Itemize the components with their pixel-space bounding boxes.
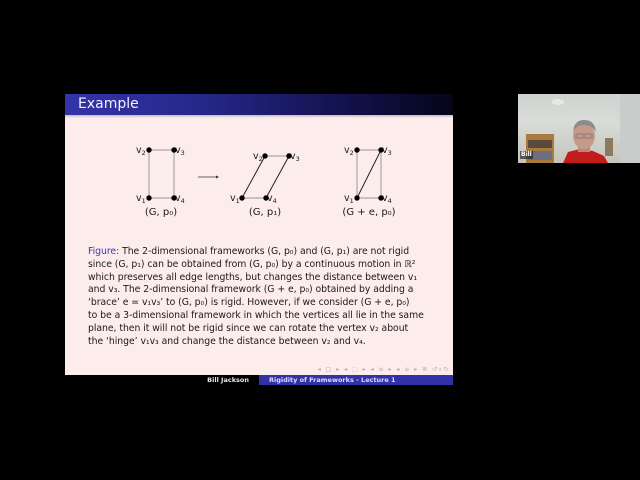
svg-text:v2: $v_2$ bbox=[344, 145, 354, 157]
caption-line: ‘brace’ e = v₁v₃’ to (G, p₀) is rigid. However, if we consider (G + e, p₀) bbox=[88, 297, 410, 309]
participant-name-label: Bill bbox=[521, 151, 532, 158]
footer-author-box bbox=[65, 375, 259, 385]
slide-title: Example bbox=[78, 96, 139, 112]
footer-author: Bill Jackson bbox=[207, 376, 249, 384]
caption-line: to be a 3-dimensional framework in which the vertices all lie in the same bbox=[88, 309, 424, 321]
caption-line: the ‘hinge’ v₁v₃ and change the distance between v₂ and v₄. bbox=[88, 335, 366, 347]
figure-label: Figure: bbox=[88, 246, 120, 257]
svg-text:v4: $v_4$ bbox=[267, 193, 277, 205]
svg-text:v3: $v_3$ bbox=[175, 145, 185, 157]
svg-text:v2: $v_2$ bbox=[253, 151, 263, 163]
footer-talk-title: Rigidity of Frameworks - Lecture 1 bbox=[269, 376, 396, 384]
svg-text:v1: $v_1$ bbox=[136, 193, 146, 205]
arrow-icon bbox=[198, 176, 219, 179]
svg-text:v3: $v_3$ bbox=[290, 151, 300, 163]
svg-text:v1: $v_1$ bbox=[344, 193, 354, 205]
svg-text:v4: $v_4$ bbox=[382, 193, 392, 205]
caption-line: which preserves all edge lengths, but changes the distance between v₁ bbox=[88, 271, 417, 283]
figure-caption bbox=[88, 246, 432, 348]
beamer-navigation-icons[interactable]: ◂ □ ▸ ◂ ⬚ ▸ ◂ ≡ ▸ ◂ ≡ ▸ ≣ ↺⌕↻ bbox=[317, 366, 450, 373]
svg-text:(G + e, p₀): (G + e, p₀) bbox=[342, 207, 396, 218]
framework-diagrams bbox=[65, 94, 453, 244]
svg-text:(G, p₀): (G, p₀) bbox=[144, 207, 178, 218]
svg-text:v4: $v_4$ bbox=[175, 193, 185, 205]
caption-line: Figure: The 2-dimensional frameworks (G, p₀) and (G, p₁) are not rigid bbox=[88, 246, 410, 257]
caption-line: since (G, p₁) can be obtained from (G, p₀) by a continuous motion in ℝ² bbox=[88, 258, 416, 270]
svg-text:v1: $v_1$ bbox=[230, 193, 240, 205]
svg-text:(G, p₁): (G, p₁) bbox=[248, 207, 282, 218]
figure-g-p1 bbox=[230, 151, 300, 218]
webcam-video-tile[interactable] bbox=[518, 94, 640, 163]
caption-line: and v₃. The 2-dimensional framework (G + e, p₀) obtained by adding a bbox=[88, 284, 414, 296]
svg-text:v3: $v_3$ bbox=[382, 145, 392, 157]
slide-footer bbox=[65, 375, 453, 385]
figure-g-p0 bbox=[136, 145, 185, 218]
presentation-slide bbox=[65, 94, 453, 385]
footer-title-box bbox=[259, 375, 453, 385]
svg-text:v2: $v_2$ bbox=[136, 145, 146, 157]
webcam-scene bbox=[518, 94, 640, 163]
figure-g-plus-e-p0 bbox=[342, 145, 395, 218]
caption-line: plane, then it will not be rigid since we can rotate the vertex v₂ about bbox=[88, 322, 409, 334]
